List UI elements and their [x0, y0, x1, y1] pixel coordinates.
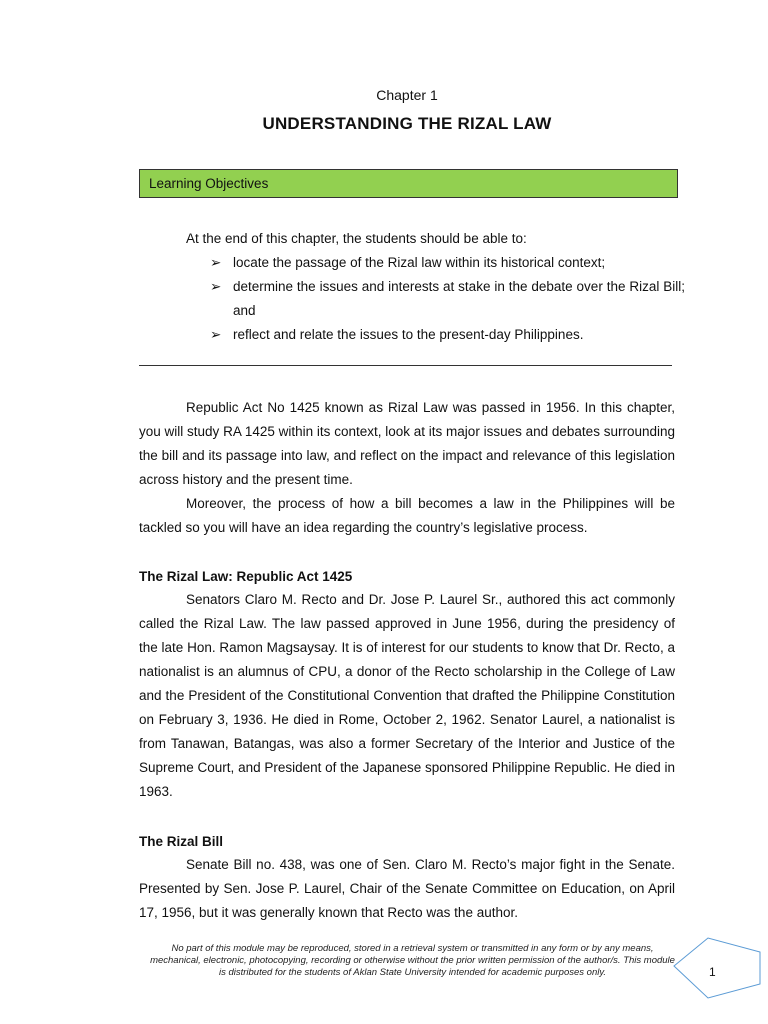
legislative-process-paragraph: Moreover, the process of how a bill becomes a law in the Philippines will be tackled so you will have an idea regarding the country’s legislative process. [139, 496, 675, 535]
rizal-bill-paragraph: Senate Bill no. 438, was one of Sen. Claro M. Recto’s major fight in the Senate. Presented by Sen. Jose P. Laurel, Chair of the Senate Committee on Education, on April 17, 1956, but it was generally known that Recto was the author. [139, 857, 675, 920]
intro-paragraph: Republic Act No 1425 known as Rizal Law was passed in 1956. In this chapter, you will study RA 1425 within its context, look at its major issues and debates surrounding the bill and its passage into law, and reflect on the impact and relevance of this legislation across history and the present time. [139, 400, 675, 487]
arrow-bullet-icon: ➢ [210, 327, 222, 342]
objective-text: locate the passage of the Rizal law within its historical context; [233, 255, 606, 270]
horizontal-divider [139, 365, 672, 366]
learning-objectives-box [139, 169, 678, 198]
objective-text: determine the issues and interests at stake in the debate over the Rizal Bill; and [233, 279, 685, 318]
arrow-bullet-icon: ➢ [210, 279, 222, 294]
section-heading-rizal-law: The Rizal Law: Republic Act 1425 [139, 569, 353, 584]
page-number-marker-icon [672, 936, 762, 1000]
rizal-law-paragraph: Senators Claro M. Recto and Dr. Jose P. Laurel Sr., authored this act commonly called the Rizal Law. The law passed approved in June 1956, during the presidency of the late Hon. Ramon Magsaysay. It is of interest for our students to know that Dr. Recto, a nationalist is an alumnus of CPU, a donor of the Recto scholarship in the College of Law and the President of the Constitutional Convention that drafted the Philippine Constitution on February 3, 1936. He died in Rome, October 2, 1962. Senator Laurel, a nationalist is from Tanawan, Batangas, was also a former Secretary of the Interior and Justice of the Supreme Court, and President of the Japanese sponsored Philippine Republic. He died in 1963. [139, 592, 675, 799]
chapter-title: UNDERSTANDING THE RIZAL LAW [262, 114, 552, 133]
objective-text: reflect and relate the issues to the present-day Philippines. [233, 327, 584, 342]
chapter-label: Chapter 1 [376, 87, 438, 103]
page-number: 1 [709, 965, 716, 979]
objectives-intro: At the end of this chapter, the students should be able to: [186, 231, 527, 246]
section-heading-rizal-bill: The Rizal Bill [139, 834, 224, 849]
learning-objectives-title: Learning Objectives [149, 176, 269, 191]
arrow-bullet-icon: ➢ [210, 255, 222, 270]
copyright-notice: No part of this module may be reproduced, stored in a retrieval system or transmitted in any form or by any means, mechanical, electronic, photocopying, recording or otherwise without the prior written permission of the author/s. This module is distributed for the students of Aklan State University intended for academic purposes only. [150, 943, 675, 978]
